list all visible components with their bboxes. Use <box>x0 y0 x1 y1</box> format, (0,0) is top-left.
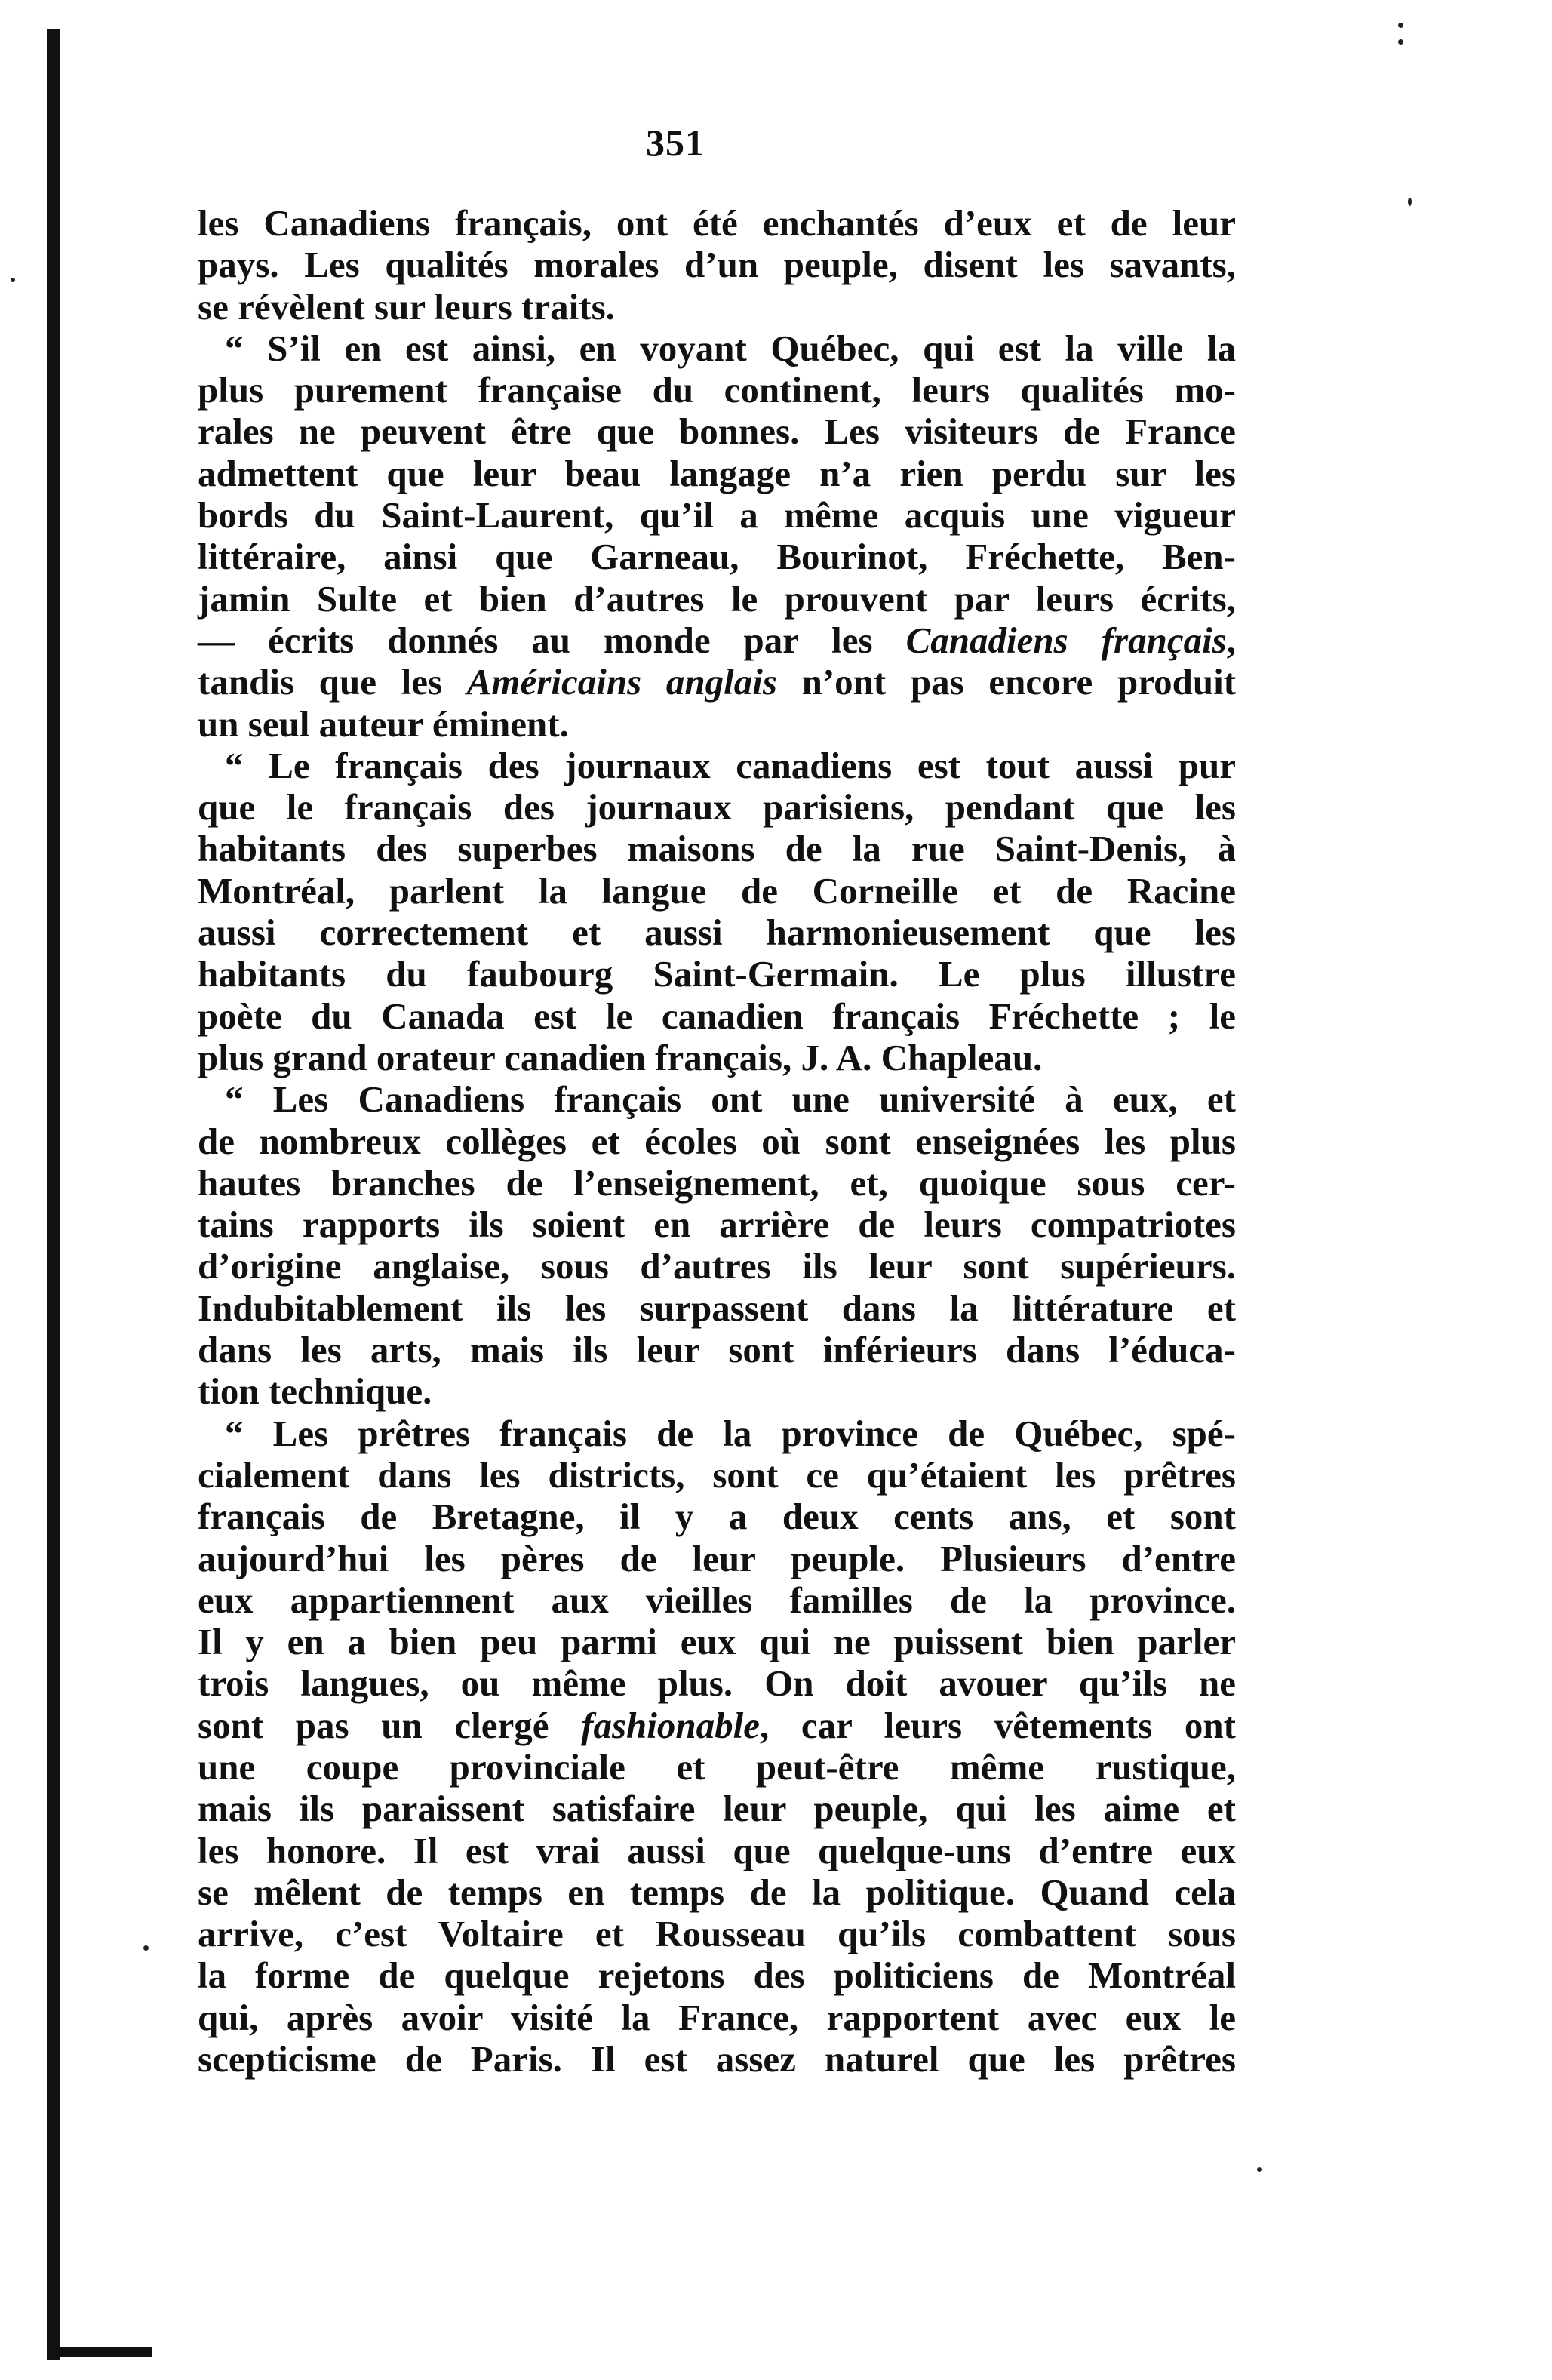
text-line: les honore. Il est vrai aussi que quelque-uns d’entre eux <box>198 1829 1236 1871</box>
text-line: hautes branches de l’enseignement, et, quoique sous cer- <box>198 1161 1236 1204</box>
text-line: tains rapports ils soient en arrière de leurs compatriotes <box>198 1204 1236 1246</box>
text-line <box>198 1705 1236 1746</box>
text-run: sont pas un clergé <box>198 1704 582 1746</box>
text-line: aussi correctement et aussi harmonieusement que les <box>198 912 1236 954</box>
text-line: qui, après avoir visité la France, rapportent avec eux le <box>198 1996 1236 2038</box>
text-run: n’ont pas encore produit <box>776 661 1237 703</box>
text-line: se mêlent de temps en temps de la politique. Quand cela <box>198 1871 1236 1913</box>
text-line: les Canadiens français, ont été enchantés d’eux et de leur <box>198 202 1236 244</box>
page-number: 351 <box>646 121 705 164</box>
text-line: la forme de quelque rejetons des politiciens de Montréal <box>198 1954 1236 1997</box>
scan-speck <box>1398 39 1403 45</box>
scan-speck <box>143 1945 149 1951</box>
text-line: dans les arts, mais ils leur sont inférieurs dans l’éduca- <box>198 1329 1236 1371</box>
italic-run: Américains anglais <box>466 661 777 703</box>
binding-foot <box>47 2347 152 2357</box>
text-run: tandis que les <box>198 661 467 703</box>
text-line: “ Le français des journaux canadiens est tout aussi pur <box>225 744 1236 786</box>
italic-run: fashionable <box>581 1704 761 1746</box>
text-line: d’origine anglaise, sous d’autres ils leur sont supérieurs. <box>198 1245 1236 1287</box>
text-line: “ S’il en est ainsi, en voyant Québec, qui est la ville la <box>225 327 1236 369</box>
text-line: que le français des journaux parisiens, pendant que les <box>198 786 1236 829</box>
text-line: une coupe provinciale et peut-être même rustique, <box>198 1745 1236 1788</box>
text-line: un seul auteur éminent. <box>198 703 569 745</box>
text-line: trois langues, ou même plus. On doit avouer qu’ils ne <box>198 1662 1236 1705</box>
text-line: eux appartiennent aux vieilles familles de la province. <box>198 1579 1236 1621</box>
text-run: — écrits donnés au monde par les <box>198 619 906 661</box>
text-line: Il y en a bien peu parmi eux qui ne puissent bien parler <box>198 1621 1236 1663</box>
text-line: habitants des superbes maisons de la rue Saint-Denis, à <box>198 828 1236 870</box>
text-line: cialement dans les districts, sont ce qu’étaient les prêtres <box>198 1453 1236 1496</box>
text-line: français de Bretagne, il y a deux cents ans, et sont <box>198 1496 1236 1538</box>
body-text <box>198 202 1236 2080</box>
text-line: jamin Sulte et bien d’autres le prouvent par leurs écrits, <box>198 577 1236 620</box>
text-line: tion technique. <box>198 1370 432 1413</box>
scan-speck <box>1408 198 1412 206</box>
scan-speck <box>1398 23 1403 28</box>
text-line: pays. Les qualités morales d’un peuple, disent les savants, <box>198 244 1236 286</box>
text-line: bords du Saint-Laurent, qu’il a même acquis une vigueur <box>198 494 1236 537</box>
text-line: plus grand orateur canadien français, J. A. Chapleau. <box>198 1036 1043 1078</box>
text-line: aujourd’hui les pères de leur peuple. Plusieurs d’entre <box>198 1537 1236 1579</box>
text-line: rales ne peuvent être que bonnes. Les visiteurs de France <box>198 411 1236 453</box>
text-line: arrive, c’est Voltaire et Rousseau qu’ils combattent sous <box>198 1913 1236 1955</box>
text-line: “ Les prêtres français de la province de Québec, spé- <box>225 1412 1236 1454</box>
text-line: Montréal, parlent la langue de Corneille et de Racine <box>198 869 1236 912</box>
text-line <box>198 661 1236 703</box>
text-line: admettent que leur beau langage n’a rien perdu sur les <box>198 452 1236 494</box>
text-line: mais ils paraissent satisfaire leur peuple, qui les aime et <box>198 1788 1236 1830</box>
text-line: se révèlent sur leurs traits. <box>198 285 615 327</box>
text-line: habitants du faubourg Saint-Germain. Le plus illustre <box>198 953 1236 995</box>
text-line <box>198 620 1236 661</box>
binding-edge <box>47 29 60 2360</box>
italic-run: Canadiens français <box>905 619 1227 661</box>
text-line: scepticisme de Paris. Il est assez naturel que les prêtres <box>198 2038 1236 2080</box>
text-line: littéraire, ainsi que Garneau, Bourinot, Fréchette, Ben- <box>198 536 1236 578</box>
text-line: poète du Canada est le canadien français Fréchette ; le <box>198 995 1236 1037</box>
scan-speck <box>11 278 15 282</box>
text-run: , <box>1226 619 1236 661</box>
text-line: Indubitablement ils les surpassent dans la littérature et <box>198 1287 1236 1329</box>
text-line: “ Les Canadiens français ont une université à eux, et <box>225 1078 1236 1121</box>
text-line: de nombreux collèges et écoles où sont enseignées les plus <box>198 1120 1236 1162</box>
text-run: , car leurs vêtements ont <box>760 1704 1236 1746</box>
scan-speck <box>1257 2167 1262 2172</box>
text-line: plus purement française du continent, leurs qualités mo- <box>198 369 1236 411</box>
